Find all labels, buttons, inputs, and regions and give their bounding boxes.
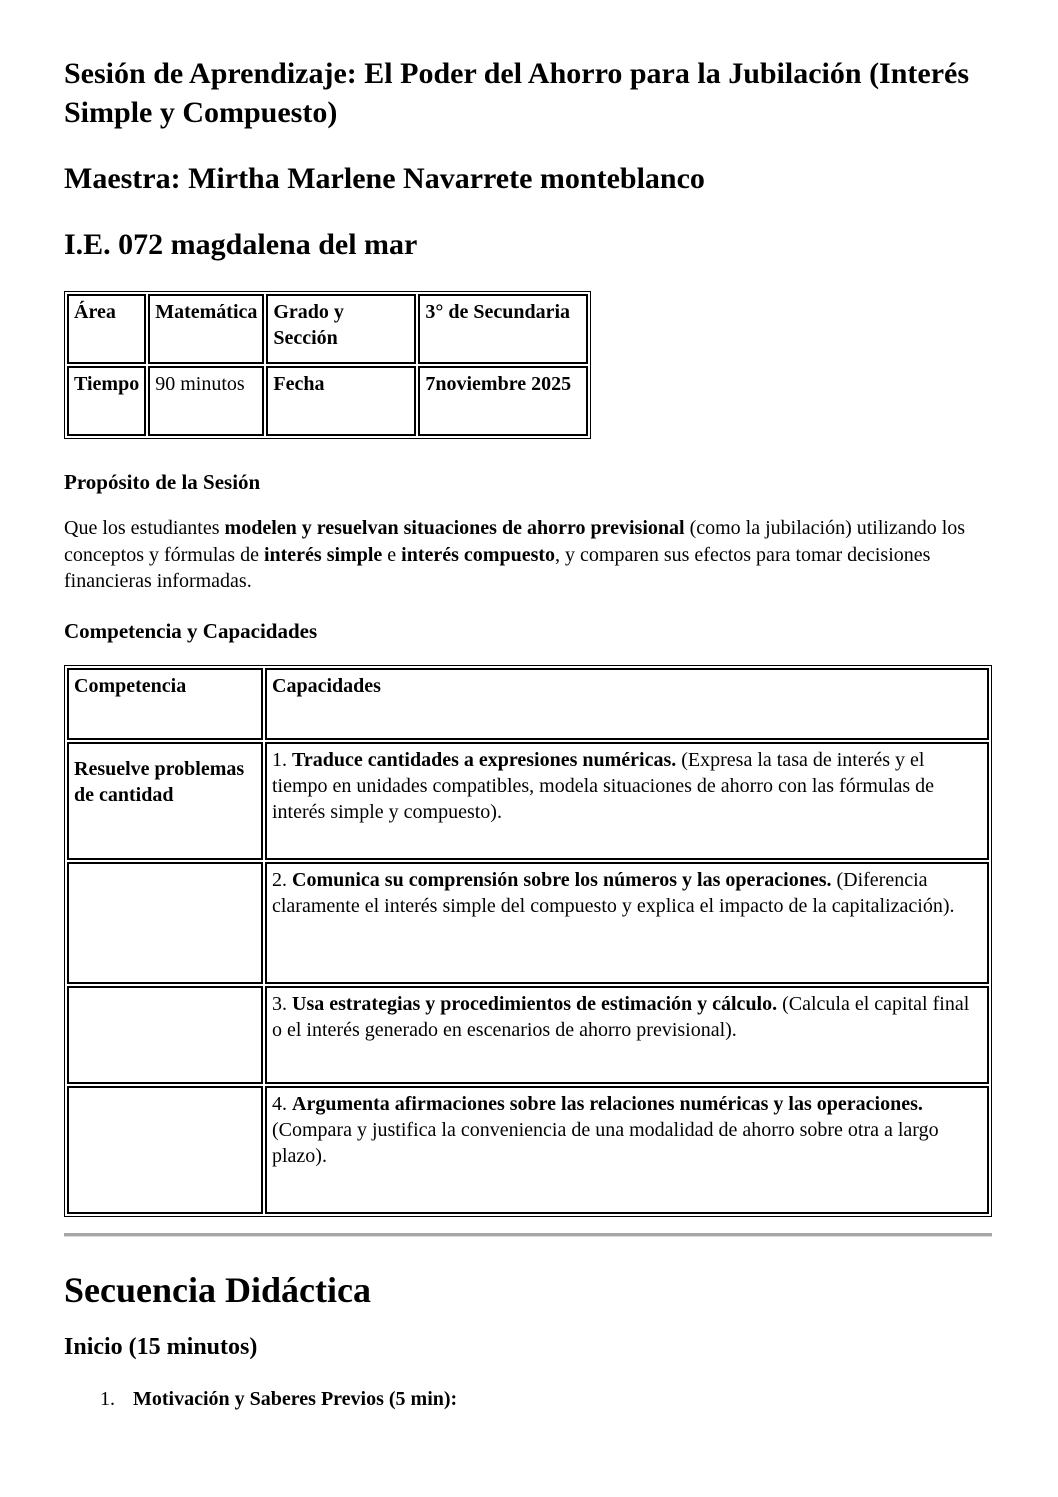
list-item (100, 1386, 992, 1412)
table-row (67, 1086, 989, 1214)
capacidad-number: 2. (272, 868, 292, 891)
capacidad-detail: (Calcula el capital final o el interés generado en escenarios de ahorro previsional). (272, 992, 970, 1041)
competencia-cell: Resuelve problemas de cantidad (67, 742, 263, 860)
teacher-heading: Maestra: Mirtha Marlene Navarrete monteblanco (64, 162, 705, 195)
capacidad-cell (265, 1086, 989, 1214)
competencias-header-row (67, 668, 989, 740)
proposito-paragraph (64, 515, 992, 594)
capacidad-cell (265, 986, 989, 1084)
capacidad-cell (265, 742, 989, 860)
capacidad-number: 3. (272, 992, 292, 1015)
table-row (67, 742, 989, 860)
info-cell-area-label: Área (67, 294, 146, 364)
capacidad-detail: (Compara y justifica la conveniencia de una modalidad de ahorro sobre otra a largo plazo). (272, 1118, 939, 1167)
section-divider (64, 1233, 992, 1237)
info-cell-tiempo-value: 90 minutos (148, 366, 264, 436)
info-table (64, 291, 591, 439)
info-cell-area-value: Matemática (148, 294, 264, 364)
capacidad-title: Usa estrategias y procedimientos de estimación y cálculo. (292, 992, 778, 1015)
text-segment-bold: interés compuesto (401, 543, 556, 566)
school-heading: I.E. 072 magdalena del mar (64, 228, 418, 261)
text-segment: e (382, 543, 402, 566)
capacidades-column-header: Capacidades (265, 668, 989, 740)
info-table-row (67, 366, 588, 436)
text-segment: , y comparen sus efectos para tomar decisiones financieras informadas. (64, 543, 931, 593)
info-cell-fecha-value: 7noviembre 2025 (418, 366, 588, 436)
capacidad-title: Comunica su comprensión sobre los números y las operaciones. (292, 868, 832, 891)
competencia-cell-empty (67, 862, 263, 984)
table-row (67, 986, 989, 1084)
competencias-table (64, 665, 992, 1217)
info-table-row (67, 294, 588, 364)
table-row (67, 862, 989, 984)
inicio-heading: Inicio (15 minutos) (64, 1333, 258, 1360)
text-segment-bold: modelen y resuelvan situaciones de ahorro previsional (224, 517, 685, 540)
info-cell-grado-label: Grado y Sección (266, 294, 416, 364)
capacidad-detail: (Diferencia claramente el interés simple del compuesto y explica el impacto de la capitalización). (272, 868, 955, 917)
inicio-list (64, 1386, 992, 1412)
list-item-text: Motivación y Saberes Previos (5 min): (133, 1387, 458, 1410)
capacidad-title: Traduce cantidades a expresiones numéricas. (292, 748, 677, 771)
info-cell-grado-value: 3° de Secundaria (418, 294, 588, 364)
competencia-cell-empty (67, 1086, 263, 1214)
text-segment-bold: interés simple (263, 543, 383, 566)
capacidad-detail: (Expresa la tasa de interés y el tiempo en unidades compatibles, modela situaciones de ahorro con las fórmulas de interés simple y compuesto). (272, 748, 935, 823)
page-title: Sesión de Aprendizaje: El Poder del Ahorro para la Jubilación (Interés Simple y Compuesto) (64, 57, 970, 129)
list-item-number: 1. (100, 1387, 115, 1410)
text-segment: Que los estudiantes (64, 517, 225, 540)
competencia-column-header: Competencia (67, 668, 263, 740)
info-cell-fecha-label: Fecha (266, 366, 416, 436)
capacidad-cell (265, 862, 989, 984)
capacidad-title: Argumenta afirmaciones sobre las relaciones numéricas y las operaciones. (292, 1092, 923, 1115)
proposito-heading: Propósito de la Sesión (64, 470, 261, 494)
secuencia-heading: Secuencia Didáctica (64, 1269, 371, 1310)
capacidad-number: 1. (272, 748, 292, 771)
competencia-cell-empty (67, 986, 263, 1084)
capacidad-number: 4. (272, 1092, 292, 1115)
competencias-heading: Competencia y Capacidades (64, 619, 318, 644)
text-segment: (como la jubilación) utilizando los conceptos y fórmulas de (64, 517, 966, 566)
info-cell-tiempo-label: Tiempo (67, 366, 146, 436)
